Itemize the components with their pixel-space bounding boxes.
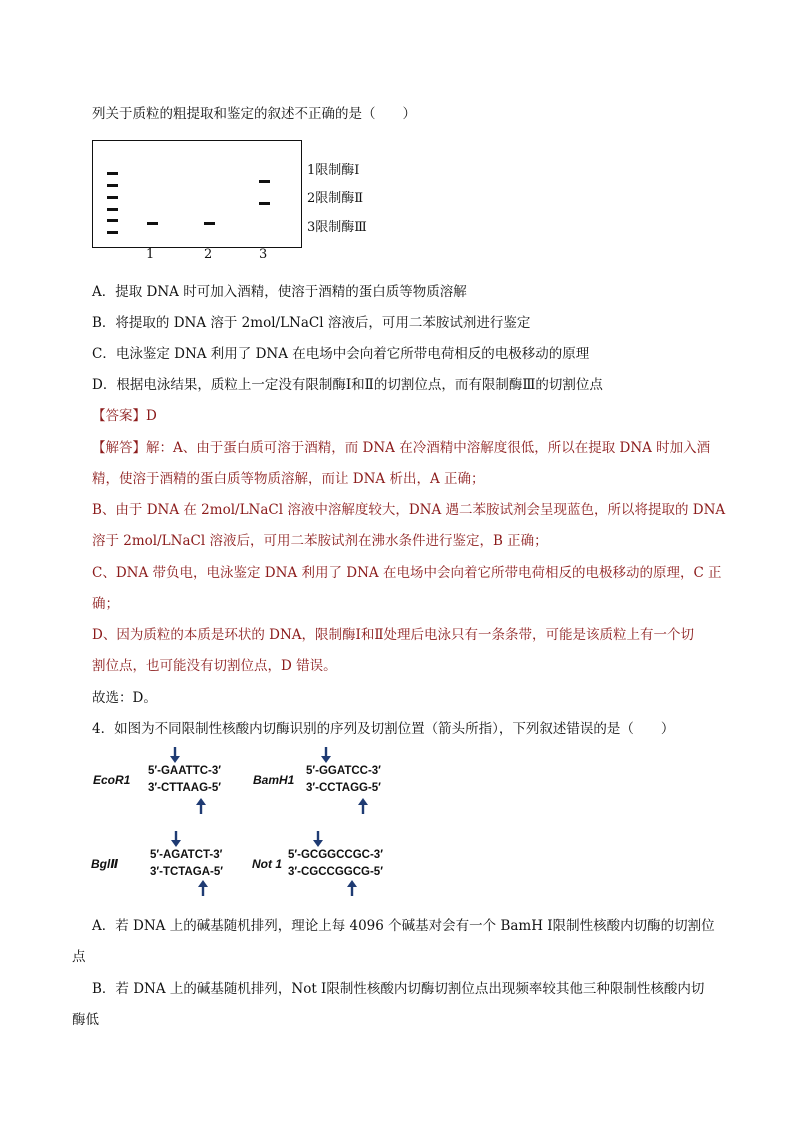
up-arrow-icon (196, 797, 206, 814)
marker-band (107, 208, 118, 211)
up-arrow-icon (358, 797, 368, 814)
down-arrow-icon (171, 831, 181, 848)
q4-option-a-cont: 点 (72, 949, 86, 965)
down-arrow-icon (170, 747, 180, 764)
down-arrow-icon (321, 747, 331, 764)
lane1-band (147, 222, 158, 225)
bottom-strand: 3′-CGCCGGCG-5′ (288, 866, 383, 878)
q3-analysis-line: D、因为质粒的本质是环状的 DNA，限制酶Ⅰ和Ⅱ处理后电泳只有一条条带，可能是该质粒上有一个切 (92, 627, 695, 643)
up-arrow-icon (347, 879, 357, 896)
q4-option-a: A．若 DNA 上的碱基随机排列，理论上每 4096 个碱基对会有一个 BamH Ⅰ限制性核酸内切酶的切割位 (92, 918, 715, 934)
q3-analysis-line: C、DNA 带负电，电泳鉴定 DNA 利用了 DNA 在电场中会向着它所带电荷相反的电极移动的原理，C 正 (92, 565, 722, 581)
q3-option-b: B．将提取的 DNA 溶于 2mol/LNaCl 溶液后，可用二苯胺试剂进行鉴定 (92, 315, 531, 331)
marker-band (107, 219, 118, 222)
enzyme-name: BglⅡ (91, 857, 119, 871)
top-strand: 5′-GCGGCCGC-3′ (288, 849, 383, 861)
q4-option-b: B．若 DNA 上的碱基随机排列，Not Ⅰ限制性核酸内切酶切割位点出现频率较其他三种限制性核酸内切 (92, 981, 705, 997)
enzyme-name: Not 1 (252, 857, 282, 871)
q4-stem: 4．如图为不同限制性核酸内切酶识别的序列及切割位置（箭头所指），下列叙述错误的是（ ） (92, 721, 675, 737)
marker-band (107, 196, 118, 199)
bottom-strand: 3′-CCTAGG-5′ (306, 782, 381, 794)
top-strand: 5′-GGATCC-3′ (306, 765, 381, 777)
gel-legend-1: 1限制酶Ⅰ (307, 163, 360, 178)
enzyme-name: EcoR1 (93, 773, 131, 787)
marker-band (107, 184, 118, 187)
up-arrow-icon (198, 879, 208, 896)
lane-label-2: 2 (204, 247, 213, 262)
q3-stem: 列关于质粒的粗提取和鉴定的叙述不正确的是（ ） (92, 106, 416, 122)
q3-option-c: C．电泳鉴定 DNA 利用了 DNA 在电场中会向着它所带电荷相反的电极移动的原理 (92, 346, 590, 362)
q3-conclusion: 故选：D。 (92, 690, 157, 706)
top-strand: 5′-GAATTC-3′ (148, 765, 222, 777)
gel-figure (92, 140, 302, 248)
q3-analysis-line: B、由于 DNA 在 2mol/LNaCl 溶液中溶解度较大，DNA 遇二苯胺试剂会呈现蓝色，所以将提取的 DNA (92, 502, 726, 518)
q3-option-d: D．根据电泳结果，质粒上一定没有限制酶Ⅰ和Ⅱ的切割位点，而有限制酶Ⅲ的切割位点 (92, 377, 603, 393)
gel-legend-2: 2限制酶Ⅱ (307, 191, 364, 206)
lane-label-1: 1 (146, 247, 155, 262)
marker-band (107, 231, 118, 234)
top-strand: 5′-AGATCT-3′ (150, 849, 223, 861)
gel-legend-3: 3限制酶Ⅲ (307, 220, 367, 235)
q3-analysis-line: 确； (92, 596, 119, 612)
lane3-band (259, 202, 270, 205)
down-arrow-icon (313, 831, 323, 848)
q3-analysis-line: 割位点，也可能没有切割位点，D 错误。 (92, 658, 337, 674)
bottom-strand: 3′-CTTAAG-5′ (148, 782, 222, 794)
q3-option-a: A．提取 DNA 时可加入酒精，使溶于酒精的蛋白质等物质溶解 (92, 284, 467, 300)
marker-band (107, 172, 118, 175)
q3-analysis-line: 溶于 2mol/LNaCl 溶液后，可用二苯胺试剂在沸水条件进行鉴定，B 正确； (92, 533, 548, 549)
q3-analysis-line: 【解答】解：A、由于蛋白质可溶于酒精，而 DNA 在冷酒精中溶解度很低，所以在提取 DNA 时加入酒 (92, 440, 711, 456)
enzyme-name: BamH1 (253, 773, 295, 787)
q3-analysis-line: 精，使溶于酒精的蛋白质等物质溶解，而让 DNA 析出，A 正确； (92, 471, 485, 487)
lane2-band (204, 222, 215, 225)
q3-answer: 【答案】D (92, 408, 157, 424)
lane-label-3: 3 (259, 247, 268, 262)
q4-option-b-cont: 酶低 (72, 1012, 99, 1028)
bottom-strand: 3′-TCTAGA-5′ (150, 866, 224, 878)
lane3-band (259, 180, 270, 183)
